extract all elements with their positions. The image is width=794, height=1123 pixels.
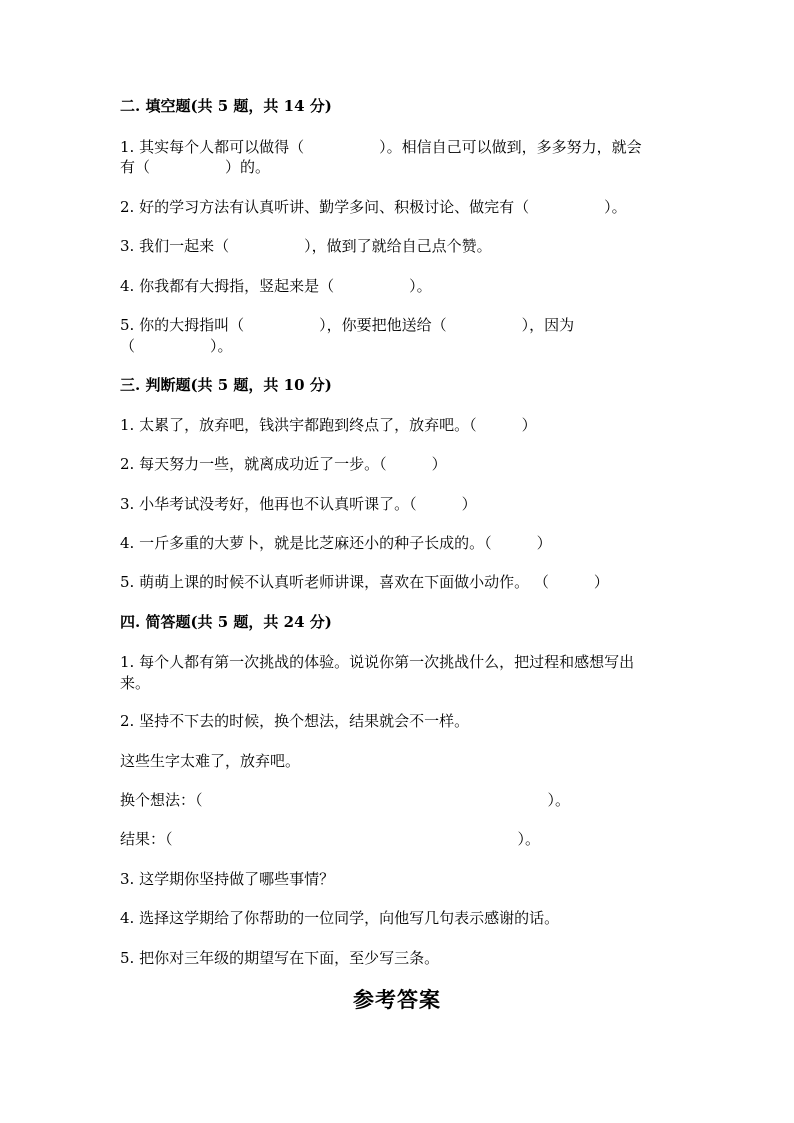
fill-question-5-line-2: （ ）。 — [120, 337, 233, 355]
short-question-2-example: 这些生字太难了，放弃吧。 — [120, 752, 301, 770]
short-question-5: 5. 把你对三年级的期望写在下面，至少写三条。 — [120, 949, 440, 967]
judge-question-3: 3. 小华考试没考好，他再也不认真听课了。（ ） — [120, 495, 477, 513]
judge-question-5: 5. 萌萌上课的时候不认真听老师讲课，喜欢在下面做小动作。 （ ） — [120, 573, 609, 591]
judge-question-4: 4. 一斤多重的大萝卜，就是比芝麻还小的种子长成的。（ ） — [120, 534, 552, 552]
short-question-1-line-2: 来。 — [120, 674, 151, 692]
section-2-heading: 二. 填空题(共 5 题，共 14 分) — [120, 97, 332, 115]
section-3-heading: 三. 判断题(共 5 题，共 10 分) — [120, 376, 332, 394]
fill-question-1-line-2: 有（ ）的。 — [120, 158, 271, 176]
short-question-2-change: 换个想法：（ ）。 — [120, 791, 571, 809]
fill-question-2: 2. 好的学习方法有认真听讲、勤学多问、积极讨论、做完有（ ）。 — [120, 198, 627, 216]
short-question-4: 4. 选择这学期给了你帮助的一位同学，向他写几句表示感谢的话。 — [120, 909, 560, 927]
short-question-1-line-1: 1. 每个人都有第一次挑战的体验。说说你第一次挑战什么，把过程和感想写出 — [120, 653, 635, 671]
fill-question-5-line-1: 5. 你的大拇指叫（ ），你要把他送给（ ），因为 — [120, 316, 575, 334]
section-4-heading: 四. 简答题(共 5 题，共 24 分) — [120, 613, 332, 631]
answer-title: 参考答案 — [353, 987, 441, 1012]
fill-question-4: 4. 你我都有大拇指，竖起来是（ ）。 — [120, 277, 432, 295]
short-question-2-result: 结果：（ ）。 — [120, 830, 541, 848]
short-question-3: 3. 这学期你坚持做了哪些事情？ — [120, 870, 335, 888]
judge-question-1: 1. 太累了，放弃吧，钱洪宇都跑到终点了，放弃吧。（ ） — [120, 416, 537, 434]
fill-question-3: 3. 我们一起来（ ），做到了就给自己点个赞。 — [120, 237, 492, 255]
short-question-2: 2. 坚持不下去的时候，换个想法，结果就会不一样。 — [120, 712, 470, 730]
judge-question-2: 2. 每天努力一些，就离成功近了一步。（ ） — [120, 455, 447, 473]
fill-question-1-line-1: 1. 其实每个人都可以做得（ ）。相信自己可以做到，多多努力，就会 — [120, 138, 642, 156]
